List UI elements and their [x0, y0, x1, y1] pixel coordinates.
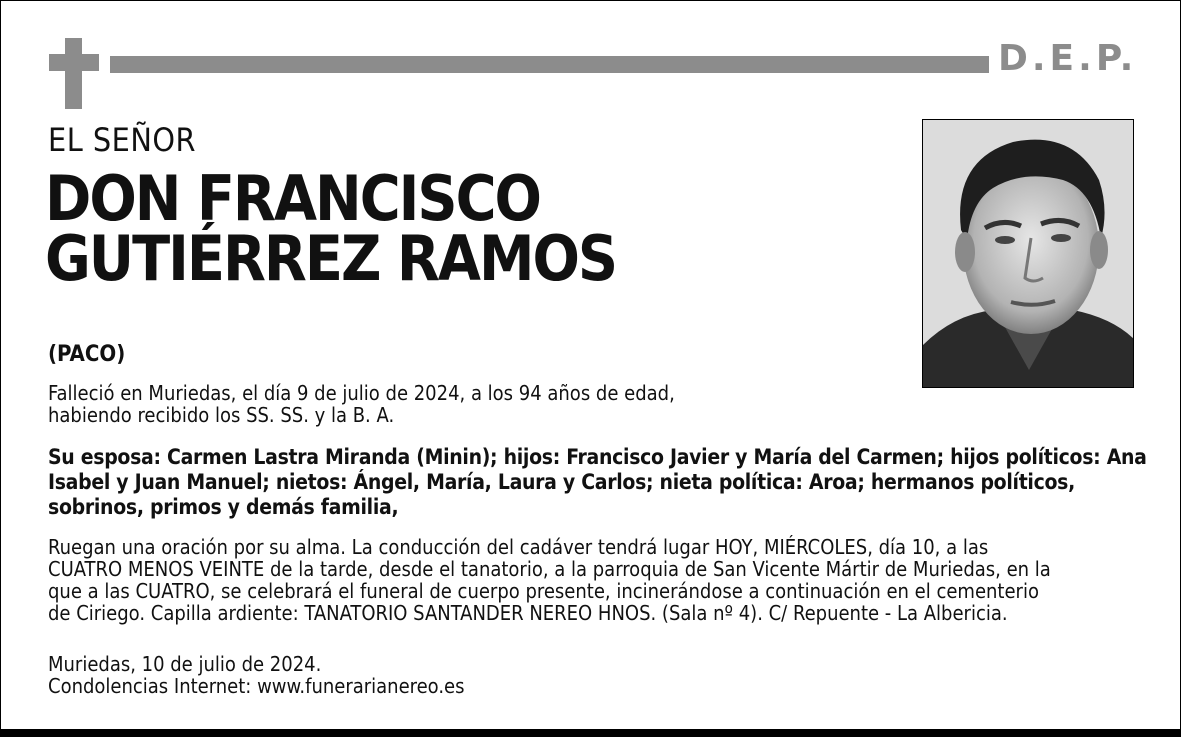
name-line-1: DON FRANCISCO: [45, 162, 540, 235]
portrait-illustration: [923, 120, 1134, 388]
funeral-announcement: [48, 536, 1148, 624]
announcement-line: CUATRO MENOS VEINTE de la tarde, desde el tanatorio, a la parroquia de San Vicente Mártir de Muriedas, en la: [48, 557, 1051, 581]
nickname: (PACO): [48, 342, 126, 367]
death-info-line: habiendo recibido los SS. SS. y la B. A.: [48, 403, 395, 427]
announcement-line: que a las CUATRO, se celebrará el funeral de cuerpo presente, incinerándose a continuación en el cementerio: [48, 579, 1039, 603]
family-line: Su esposa: Carmen Lastra Miranda (Minin); hijos: Francisco Javier y María del Carmen; hijos políticos: Ana: [48, 445, 1147, 469]
family-line: sobrinos, primos y demás familia,: [48, 495, 399, 519]
death-info-line: Falleció en Muriedas, el día 9 de julio de 2024, a los 94 años de edad,: [48, 381, 675, 405]
pre-title: EL SEÑOR: [48, 121, 197, 159]
portrait-photo: [922, 119, 1134, 388]
family-line: Isabel y Juan Manuel; nietos: Ángel, María, Laura y Carlos; nieta política: Aroa; hermanos políticos,: [48, 470, 1076, 494]
cross-icon-vertical: [65, 38, 82, 109]
name-line-2: GUTIÉRREZ RAMOS: [45, 222, 617, 295]
announcement-line: de Ciriego. Capilla ardiente: TANATORIO SANTANDER NEREO HNOS. (Sala nº 4). C/ Repuente - La Albericia.: [48, 601, 1008, 625]
announcement-line: Ruegan una oración por su alma. La conducción del cadáver tendrá lugar HOY, MIÉRCOLES, día 10, a las: [48, 535, 989, 559]
header-rule: [110, 56, 989, 73]
family-list: [48, 445, 1148, 520]
bottom-border: [0, 729, 1181, 737]
death-info: [48, 382, 808, 426]
cross-icon-horizontal: [49, 54, 99, 71]
condolences-website: Condolencias Internet: www.funerarianereo.es: [48, 674, 465, 698]
closing-info: [48, 653, 848, 697]
dep-badge: D.E.P.: [998, 38, 1138, 79]
deceased-name: [45, 162, 865, 295]
place-date: Muriedas, 10 de julio de 2024.: [48, 652, 322, 676]
